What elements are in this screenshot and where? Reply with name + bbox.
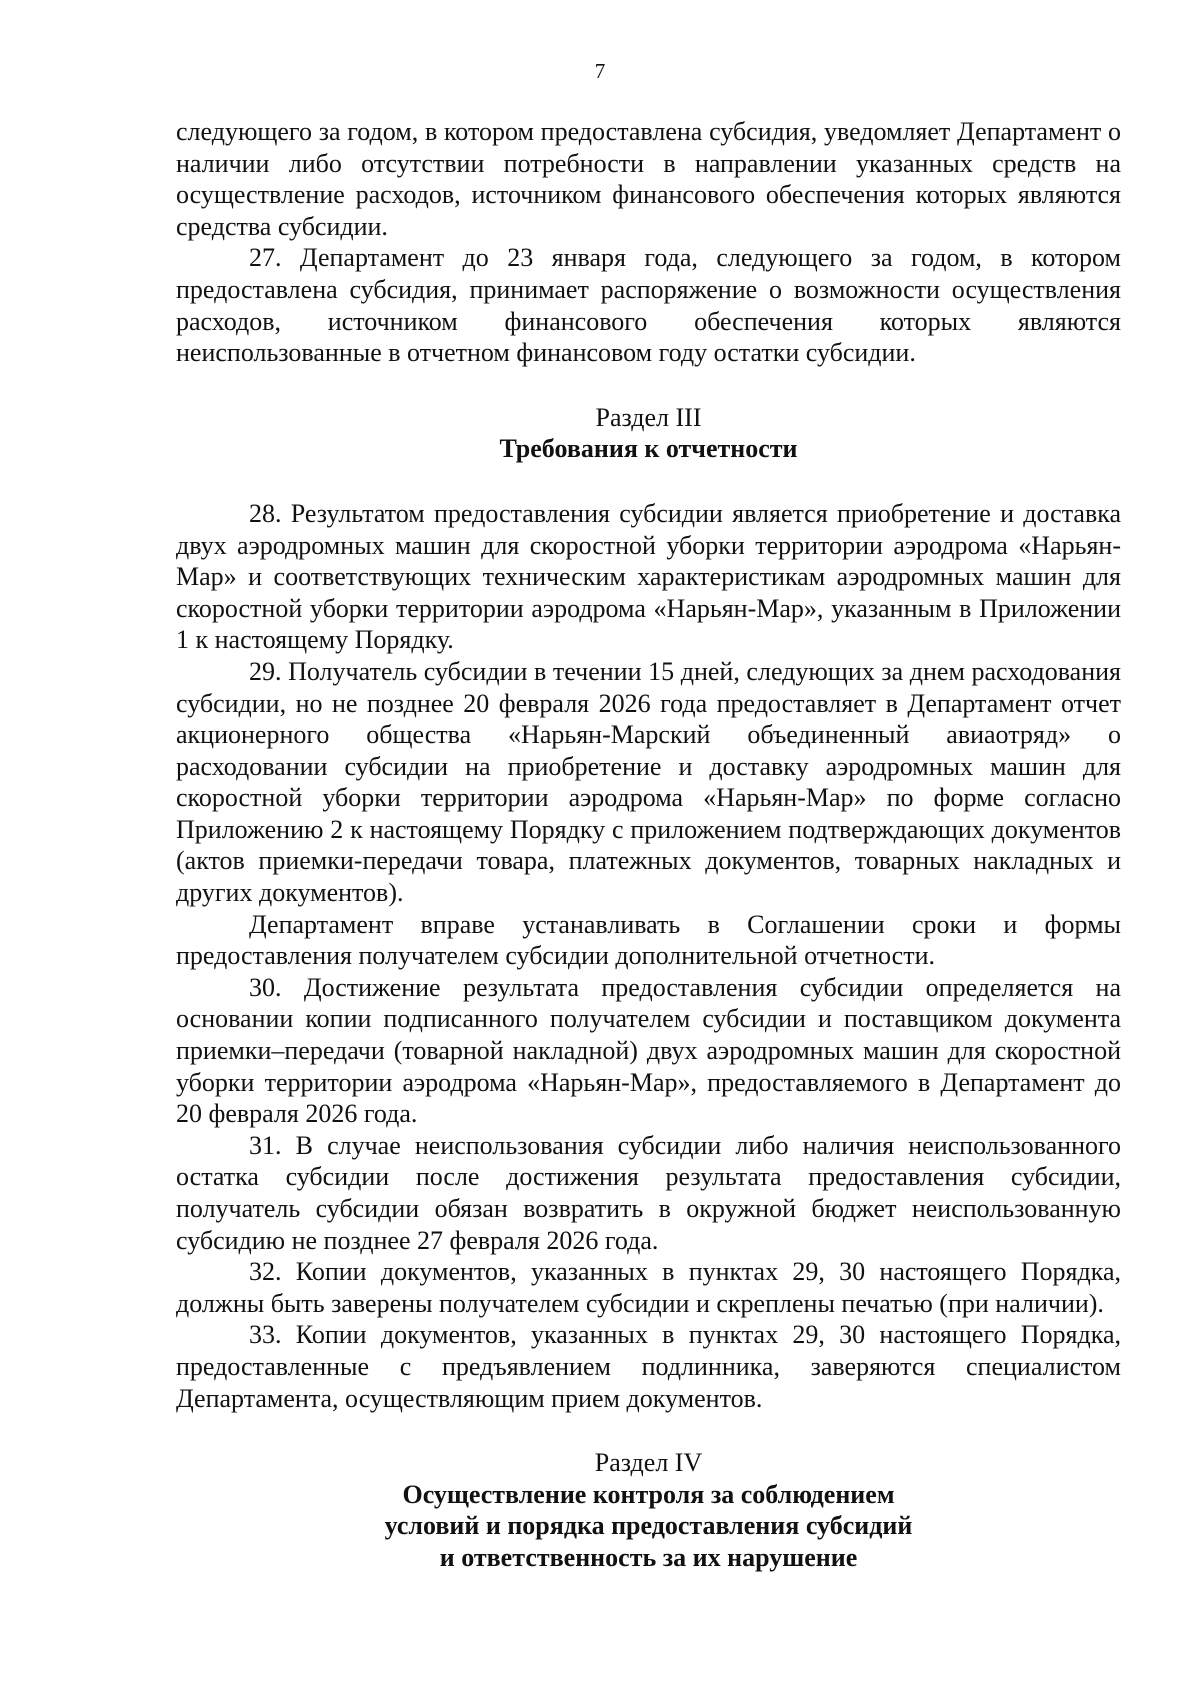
section-4-title-line-2: условий и порядка предоставления субсидий [384,1511,913,1541]
section-3-title: Требования к отчетности [499,434,798,464]
paragraph-32: 32. Копии документов, указанных в пунктах 29, 30 настоящего Порядка, должны быть заверены получателем субсидии и скреплены печатью (при наличии). [176,1257,1121,1318]
paragraph-31: 31. В случае неиспользования субсидии либо наличия неиспользованного остатка субсидии после достижения результата предоставления субсидии, получатель субсидии обязан возвратить в окружной бюджет неиспользованную субсидию не позднее 27 февраля 2026 года. [176,1130,1121,1255]
section-4-title-line-1: Осуществление контроля за соблюдением [402,1479,895,1509]
paragraph-27: 27. Департамент до 23 января года, следующего за годом, в котором предоставлена субсидия, принимает распоряжение о возможности осуществления расходов, источником финансового обеспечения которых являются неиспользованные в отчетном финансовом году остатки субсидии. [176,243,1121,368]
page-number: 7 [594,59,606,83]
paragraph-continuation: следующего за годом, в котором предоставлена субсидия, уведомляет Департамент о наличии либо отсутствии потребности в направлении указанных средств на осуществление расходов, источником финансового обеспечения которых являются средства субсидии. [176,117,1121,241]
paragraph-30: 30. Достижение результата предоставления субсидии определяется на основании копии подписанного получателем субсидии и поставщиком документа приемки–передачи (товарной накладной) двух аэродромных машин для скоростной уборки территории аэродрома «Нарьян-Мар», предоставляемого в Департамент до 20 февраля 2026 года. [176,972,1121,1129]
paragraph-29: 29. Получатель субсидии в течении 15 дней, следующих за днем расходования субсидии, но не позднее 20 февраля 2026 года предоставляет в Департамент отчет акционерного общества «Нарьян-Марский объединенный авиаотряд» о расходовании субсидии на приобретение и доставку аэродромных машин для скоростной уборки территории аэродрома «Нарьян-Мар» по форме согласно Приложению 2 к настоящему Порядку с приложением подтверждающих документов (актов приемки-передачи товара, платежных документов, товарных накладных и других документов). [176,656,1121,908]
section-4-title [176,1479,1121,1574]
section-3-label: Раздел III [595,402,702,432]
paragraph-33: 33. Копии документов, указанных в пунктах 29, 30 настоящего Порядка, предоставленные с предъявлением подлинника, заверяются специалистом Департамента, осуществляющим прием документов. [176,1320,1121,1413]
paragraph-29-department: Департамент вправе устанавливать в Соглашении сроки и формы предоставления получателем субсидии дополнительной отчетности. [176,909,1121,971]
section-4-label: Раздел IV [594,1448,703,1478]
section-4-title-line-3: и ответственность за их нарушение [439,1542,858,1572]
document-body [176,116,1121,1574]
paragraph-28: 28. Результатом предоставления субсидии является приобретение и доставка двух аэродромных машин для скоростной уборки территории аэродрома «Нарьян-Мар» и соответствующих техническим характеристикам аэродромных машин для скоростной уборки территории аэродрома «Нарьян-Мар», указанным в Приложении 1 к настоящему Порядку. [176,498,1121,655]
